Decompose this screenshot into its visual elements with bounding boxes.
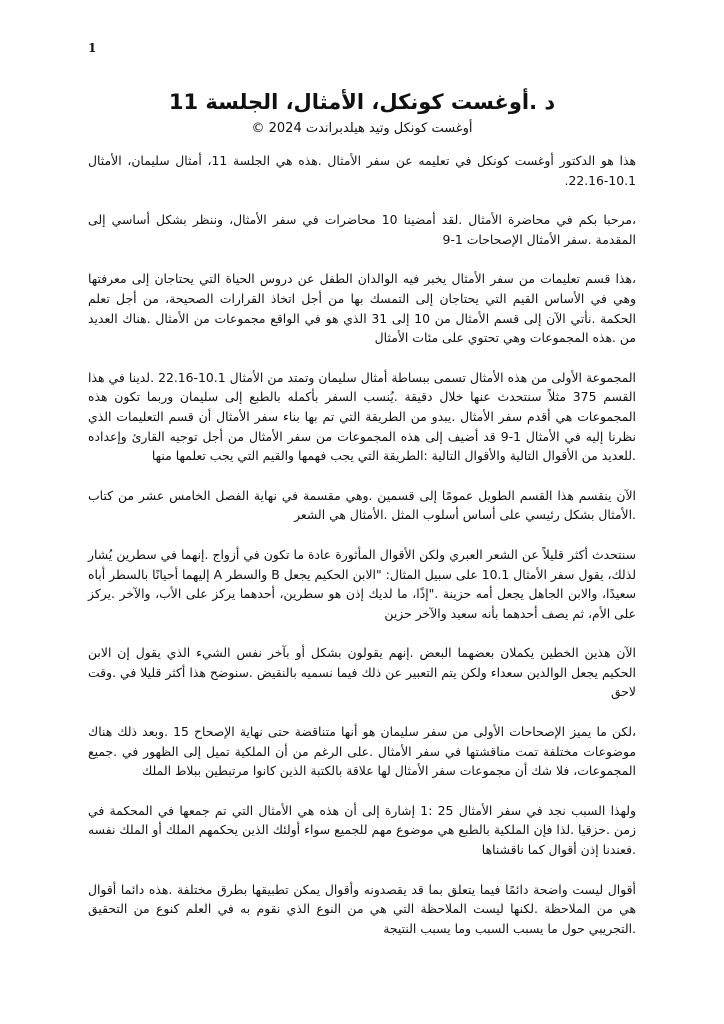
paragraph-royalty: ،لكن ما يميز الإصحاحات الأولى من سفر سليمان هو أنها متناقضة حتى نهاية الإصحاح 15 .وبعد ذلك هناك موضوعات مختلفة تمت مناقشتها في سفر الأمثال .على الرغم من أن الملكية تميل إلى الظهور في .جميع المجموعات، فلا شك أن مجموعات سفر الأمثال لها علاقة بالكتبة الذين كانوا مرتبطين ببلاط الملك: [88, 724, 636, 779]
paragraph-welcome: ،مرحبا بكم في محاضرة الأمثال .لقد أمضينا 10 محاضرات في سفر الأمثال، وننظر بشكل أساسي إلى المقدمة .سفر الأمثال الإصحاحات 1-9: [88, 212, 636, 247]
paragraph-first-collection: المجموعة الأولى من هذه الأمثال تسمى ببساطة أمثال سليمان وتمتد من الأمثال 10.1-22.16 .لدينا في هذا القسم 375 مثلاً سنتحدث عنها خلال دقيقة .يُنسب السفر بأكمله بالطبع إلى سليمان وربما تكون هذه المجموعات هي أقدم سفر الأمثال .يبدو من الطريقة التي تم بها بناء سفر الأمثال أن قسم التعليمات الذي نظرنا إليه في الأمثال 1-9 قد أضيف إلى هذه المجموعات من سفر الأمثال من أجل توجيه القارئ وإعداده .للعديد من الأقوال التالية والأقوال التالية :الطريقة التي يجب فهمها والقيم التي يجب تعلمها منها: [88, 369, 636, 464]
page-number: 1: [88, 41, 97, 55]
document-title: د .أوغست كونكل، الأمثال، الجلسة 11: [168, 90, 556, 114]
paragraph-observation: أقوال ليست واضحة دائمًا فيما يتعلق بما قد يقصدونه وأقوال يمكن تطبيقها بطرق مختلفة .هذه دائما أقوال هي من الملاحظة .لكنها ليست الملاحظة التي هي من النوع الذي نقوم به في العلم كنوع من التحقيق .التجريبي حول ما يسبب السبب وما يسبب النتيجة: [88, 881, 636, 936]
document-subtitle: أوغست كونكل وتيد هيلدبراندت 2024 ©: [251, 121, 473, 136]
document-body: [88, 151, 636, 958]
paragraph-instruction-section: ،هذا قسم تعليمات من سفر الأمثال يخبر فيه الوالدان الطفل عن دروس الحياة التي يحتاجان إلى معرفتها وهي في الأساس القيم التي يحتاجان إلى التمسك بها من أجل اتخاذ القرارات الصحيحة، من أجل تعلم الحكمة .نأتي الآن إلى قسم الأمثال من 10 إلى 31 الذي هو في الواقع مجموعات من الأمثال .هناك العديد من .هذه المجموعات وهي تحتوي على مئات الأمثال: [88, 271, 636, 346]
paragraph-antithesis: الآن هذين الخطين يكملان بعضهما البعض .إنهم يقولون بشكل أو بآخر نفس الشيء الذي يقول إن الابن الحكيم يجعل الوالدين سعداء ولكن يتم التعبير عن ذلك فيما نسميه بالنقيض .سنوضح هذا أكثر قليلا في .وقت لاحق: [88, 645, 636, 700]
paragraph-hebrew-poetry: سنتحدث أكثر قليلاً عن الشعر العبري ولكن الأقوال المأثورة عادة ما تكون في أزواج .إنهما في سطرين يُشار لذلك، يقول سفر الأمثال 10.1 على سبيل المثال: "الابن الحكيم يجعل B والسطر A إليهما أحيانًا بالسطر أباه سعيدًا، والابن الجاهل يجعل أمه حزينة ."إذًا، ما لديك إذن هو سطرين، أحدهما يركز على الأب، والآخر .يركز على الأم، ثم يصف أحدهما بأنه سعيد والآخر حزين: [88, 546, 636, 621]
paragraph-two-sections: الآن ينقسم هذا القسم الطويل عمومًا إلى قسمين .وهي مقسمة في نهاية الفصل الخامس عشر من كتاب .الأمثال بشكل رئيسي على أساس أسلوب المثل .الأمثال هي الشعر: [88, 487, 636, 523]
paragraph-hezekiah: ولهذا السبب نجد في سفر الأمثال 25 :1 إشارة إلى أن هذه هي الأمثال التي تم جمعها في المحكمة في زمن .حزقيا .لذا فإن الملكية بالطبع هي موضوع مهم للجميع سواء أولئك الذين يحكمهم الملك أو الملك نفسه .فعندنا إذن أقوال كما ناقشناها: [88, 802, 637, 858]
paragraph-intro: هذا هو الدكتور أوغست كونكل في تعليمه عن سفر الأمثال .هذه هي الجلسة 11، أمثال سليمان، الأمثال 10.1-22.16.: [88, 153, 636, 188]
